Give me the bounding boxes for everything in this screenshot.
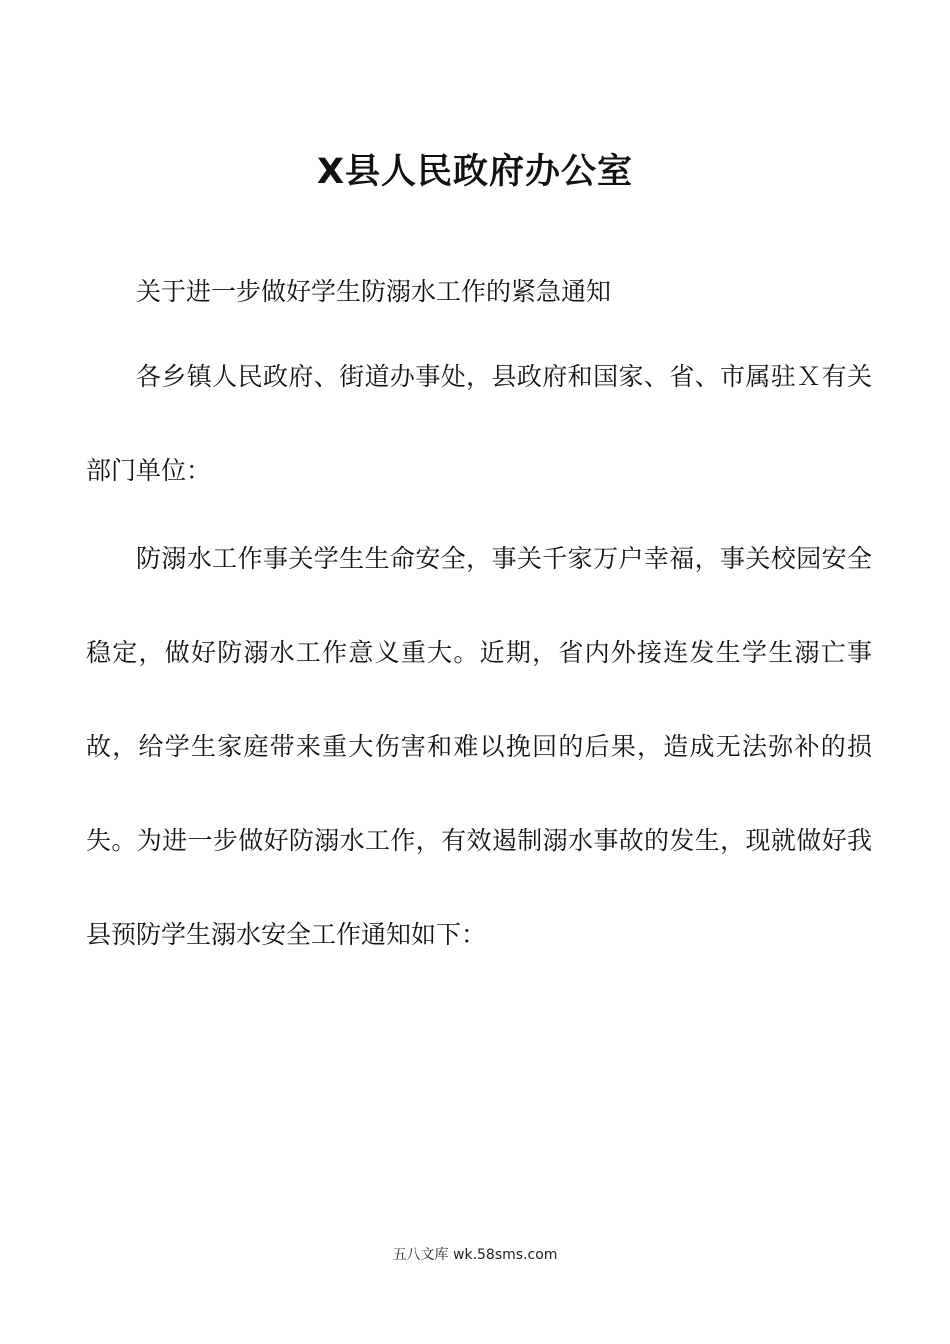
document-title: X县人民政府办公室: [317, 152, 633, 192]
notice-subject: 关于进一步做好学生防溺水工作的紧急通知: [136, 277, 612, 306]
notice-addressee: 各乡镇人民政府、街道办事处，县政府和国家、省、市属驻Ｘ有关部门单位：: [86, 362, 872, 485]
notice-body-paragraph: 防溺水工作事关学生生命安全，事关千家万户幸福，事关校园安全稳定，做好防溺水工作意义重大。近期，省内外接连发生学生溺亡事故，给学生家庭带来重大伤害和难以挽回的后果，造成无法弥补的损失。为进一步做好防溺水工作，有效遏制溺水事故的发生，现就做好我县预防学生溺水安全工作通知如下：: [86, 544, 872, 949]
footer-watermark: 五八文库 wk.58sms.com: [392, 1247, 558, 1263]
